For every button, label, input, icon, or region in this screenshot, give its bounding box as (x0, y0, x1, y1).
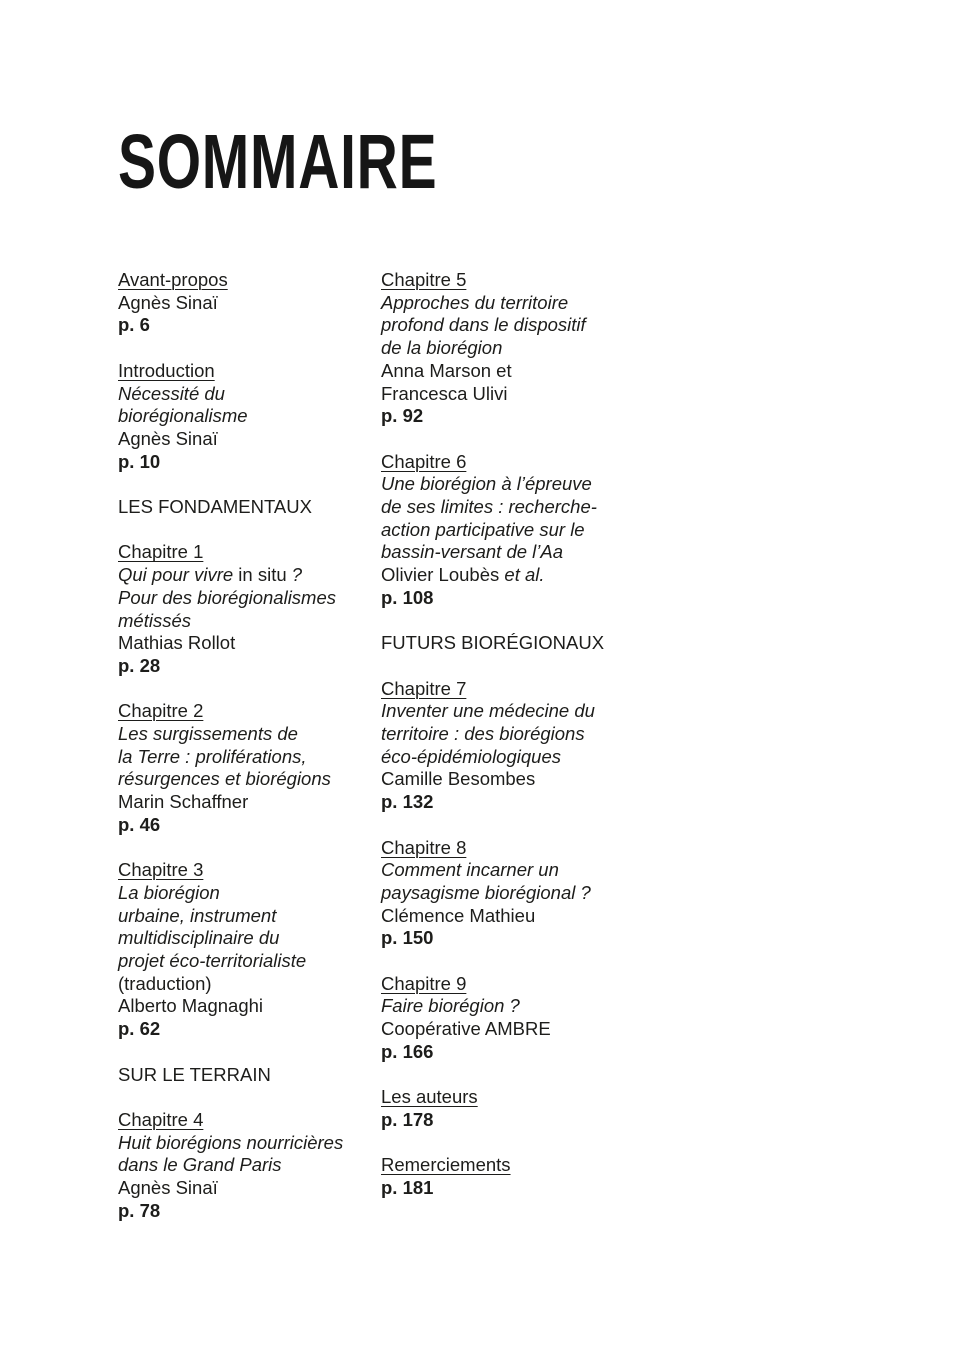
entry-author: Agnès Sinaï (118, 1177, 218, 1199)
section-heading-fondamentaux: LES FONDAMENTAUX (118, 496, 312, 517)
entry-author (381, 564, 631, 587)
toc-entry-chapitre-7 (381, 678, 631, 814)
entry-subtitle: bassin-versant de l’Aa (381, 541, 564, 563)
entry-label[interactable]: Chapitre 5 (381, 269, 467, 290)
entry-page: p. 132 (381, 791, 434, 813)
entry-author: Mathias Rollot (118, 632, 236, 654)
entry-subtitle: dans le Grand Paris (118, 1154, 282, 1176)
entry-page: p. 108 (381, 586, 434, 608)
toc-entry-remerciements (381, 1154, 631, 1199)
section-heading-futurs: FUTURS BIORÉGIONAUX (381, 632, 605, 654)
entry-subtitle (118, 564, 368, 587)
toc-entry-chapitre-3 (118, 859, 368, 1041)
entry-subtitle: biorégionalisme (118, 405, 248, 427)
entry-label[interactable]: Avant-propos (118, 269, 228, 290)
entry-subtitle: Nécessité du (118, 382, 225, 404)
entry-label[interactable]: Introduction (118, 359, 215, 381)
toc-entry-auteurs (381, 1086, 631, 1131)
entry-subtitle: Inventer une médecine du (381, 700, 595, 722)
toc-left-column (118, 269, 368, 1245)
entry-page: p. 62 (118, 1018, 161, 1040)
entry-subtitle: projet éco-territorialiste (118, 950, 307, 972)
entry-page: p. 10 (118, 450, 161, 472)
toc-entry-chapitre-5 (381, 269, 631, 428)
entry-author: Francesca Ulivi (381, 382, 508, 404)
entry-subtitle: Les surgissements de (118, 723, 298, 744)
entry-subtitle: territoire : des biorégions (381, 723, 585, 745)
toc-entry-chapitre-2 (118, 700, 368, 836)
entry-page: p. 178 (381, 1108, 434, 1130)
toc-entry-chapitre-8 (381, 837, 631, 951)
subtitle-part: ? (286, 564, 303, 586)
toc-right-column (381, 269, 631, 1222)
entry-author: Anna Marson et (381, 359, 512, 381)
entry-label[interactable]: Chapitre 8 (381, 836, 467, 858)
entry-subtitle: Faire biorégion ? (381, 995, 520, 1017)
entry-author: Camille Besombes (381, 768, 536, 790)
entry-author: Clémence Mathieu (381, 904, 536, 926)
entry-author: Agnès Sinaï (118, 291, 218, 313)
entry-subtitle: Comment incarner un (381, 859, 559, 881)
toc-entry-chapitre-1 (118, 541, 368, 677)
entry-page: p. 28 (118, 654, 161, 676)
entry-label[interactable]: Chapitre 9 (381, 972, 467, 994)
entry-subtitle: résurgences et biorégions (118, 768, 331, 790)
entry-subtitle: multidisciplinaire du (118, 927, 280, 949)
entry-page: p. 92 (381, 405, 424, 427)
entry-page: p. 150 (381, 927, 434, 949)
entry-subtitle: Huit biorégions nourricières (118, 1131, 344, 1153)
entry-page: p. 46 (118, 813, 161, 835)
entry-author: Alberto Magnaghi (118, 995, 264, 1017)
entry-author: Marin Schaffner (118, 791, 249, 813)
entry-page: p. 78 (118, 1199, 161, 1221)
entry-subtitle: éco-épidémiologiques (381, 745, 561, 767)
toc-entry-avant-propos (118, 269, 368, 337)
entry-author: Agnès Sinaï (118, 427, 218, 449)
entry-label[interactable]: Chapitre 4 (118, 1108, 204, 1130)
toc-entry-chapitre-4 (118, 1109, 368, 1223)
author-suffix: et al. (504, 564, 545, 586)
entry-label[interactable]: Remerciements (381, 1154, 511, 1176)
entry-subtitle: Pour des biorégionalismes (118, 586, 337, 608)
entry-subtitle: profond dans le dispositif (381, 314, 586, 336)
entry-page: p. 166 (381, 1040, 434, 1062)
entry-label[interactable]: Chapitre 2 (118, 700, 204, 722)
entry-subtitle: métissés (118, 609, 191, 631)
entry-subtitle: Une biorégion à l’épreuve (381, 473, 592, 495)
entry-label[interactable]: Chapitre 3 (118, 859, 204, 881)
subtitle-part-roman: in situ (238, 564, 287, 586)
page-title: SOMMAIRE (118, 119, 438, 205)
entry-subtitle: paysagisme biorégional ? (381, 881, 591, 903)
section-heading-terrain: SUR LE TERRAIN (118, 1063, 271, 1085)
entry-page: p. 6 (118, 314, 150, 336)
toc-entry-introduction (118, 360, 368, 474)
entry-author: Coopérative AMBRE (381, 1018, 551, 1040)
toc-entry-chapitre-6 (381, 451, 631, 610)
entry-label[interactable]: Chapitre 6 (381, 450, 467, 472)
entry-subtitle: action participative sur le (381, 518, 585, 540)
entry-page: p. 181 (381, 1177, 434, 1199)
toc-entry-chapitre-9 (381, 973, 631, 1064)
entry-label[interactable]: Chapitre 1 (118, 541, 204, 563)
entry-subtitle: la Terre : proliférations, (118, 745, 307, 767)
entry-label[interactable]: Les auteurs (381, 1086, 478, 1108)
entry-subtitle: de ses limites : recherche- (381, 496, 597, 518)
subtitle-part: Qui pour vivre (118, 564, 239, 586)
entry-subtitle: Approches du territoire (381, 291, 569, 313)
entry-subtitle: urbaine, instrument (118, 904, 277, 926)
entry-subtitle: de la biorégion (381, 337, 503, 359)
entry-note: (traduction) (118, 972, 212, 994)
author-name: Olivier Loubès (381, 564, 505, 586)
entry-label[interactable]: Chapitre 7 (381, 677, 467, 699)
entry-subtitle: La biorégion (118, 881, 220, 903)
